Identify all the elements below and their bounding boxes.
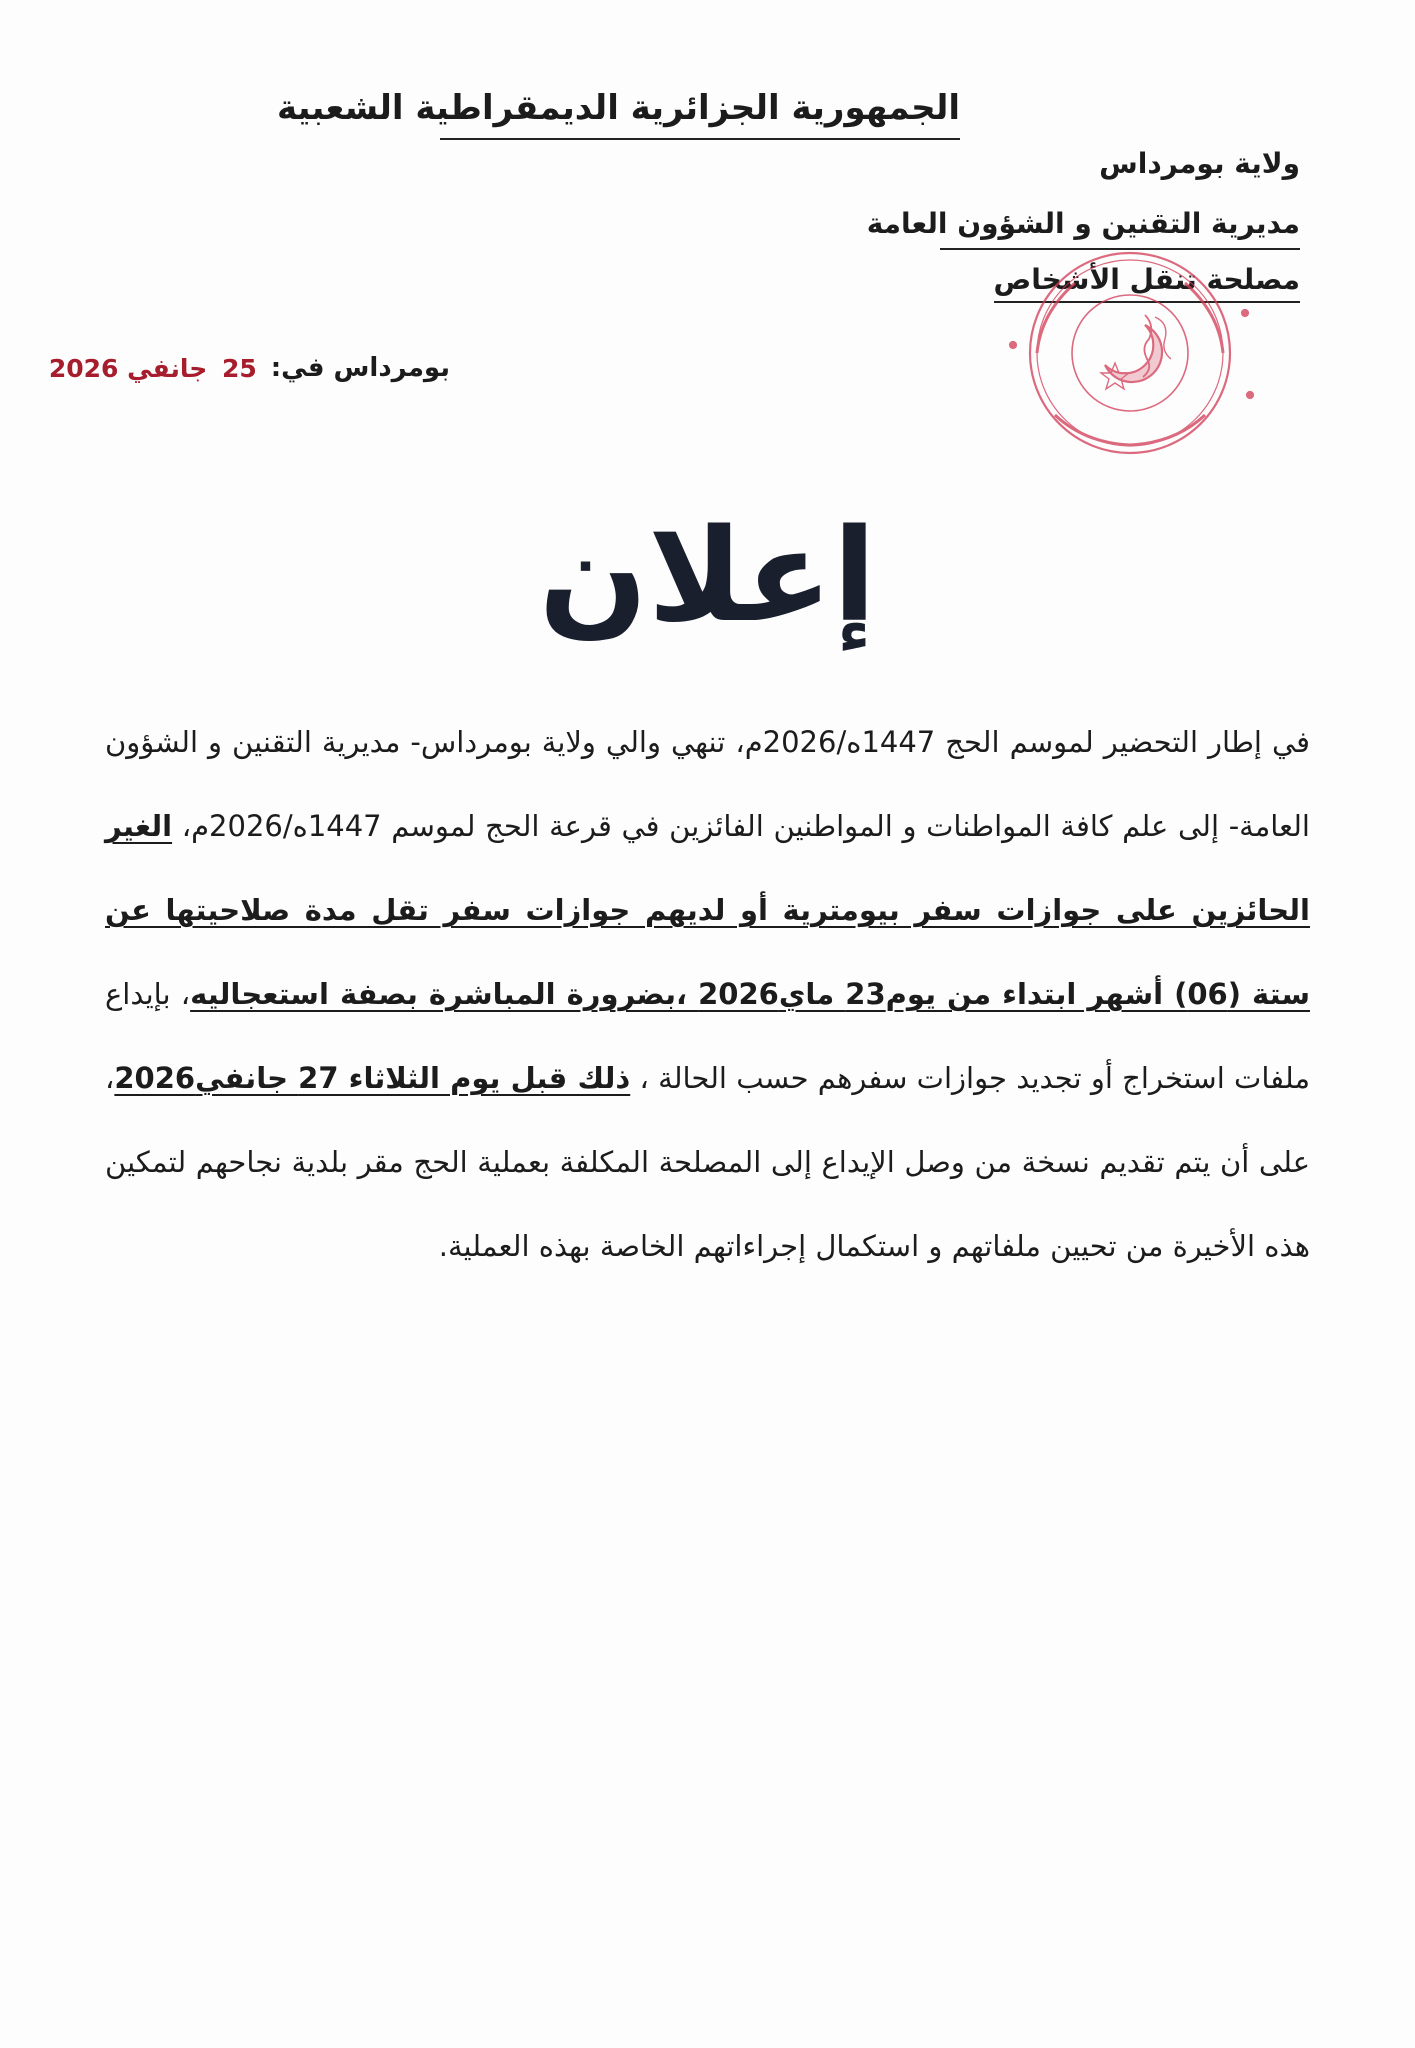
stamp-inner-ring: [1037, 260, 1223, 446]
official-stamp-icon: [995, 245, 1265, 465]
stamp-emblem-ring: [1072, 295, 1188, 411]
republic-heading: الجمهورية الجزائرية الديمقراطية الشعبية: [440, 88, 960, 140]
service-label: مصلحة تنقل الأشخاص: [994, 264, 1300, 302]
body-underlined-deadline: ذلك قبل يوم الثلاثاء 27 جانفي2026: [114, 1061, 631, 1095]
body-paragraph-part-3: ، على أن يتم تقديم نسخة من وصل الإيداع إلى المصلحة المكلفة بعملية الحج مقر بلدية نجاحهم لتمكين هذه الأخيرة من تحيين ملفاتهم و استكمال إجراءاتهم الخاصة بهذه العملية.: [105, 1061, 1310, 1263]
direction-label: مديرية التقنين و الشؤون العامة: [940, 208, 1300, 250]
stamp-outer-ring: [1030, 253, 1230, 453]
date-line: [48, 348, 450, 388]
announcement-body: [105, 700, 1310, 1288]
crescent-shape: [1105, 325, 1162, 382]
date-day: 25: [221, 353, 257, 383]
wilaya-label: ولاية بومرداس: [1099, 147, 1300, 180]
announcement-title: إعلان: [538, 502, 877, 651]
date-month: جانفي: [127, 353, 208, 383]
handwritten-date: [49, 354, 257, 383]
body-paragraph-part-1: في إطار التحضير لموسم الحج 1447ه/2026م، تنهي والي ولاية بومرداس- مديرية التقنين و الشؤون العامة- إلى علم كافة المواطنات و المواطنين الفائزين في قرعة الحج لموسم 1447ه/2026م،: [105, 725, 1310, 843]
body-paragraph-part-2: ، بإيداع ملفات استخراج أو تجديد جوازات سفرهم حسب الحالة ،: [105, 977, 1310, 1095]
date-label: بومرداس في:: [270, 353, 450, 383]
body-underlined-requirement: الغير الحائزين على جوازات سفر بيومترية أو لديهم جوازات سفر تقل مدة صلاحيتها عن ستة (06) أشهر ابتداء من يوم23 ماي2026 ،بضرورة المباشرة بصفة استعجاليه: [105, 809, 1310, 1011]
date-year: 2026: [48, 353, 119, 383]
